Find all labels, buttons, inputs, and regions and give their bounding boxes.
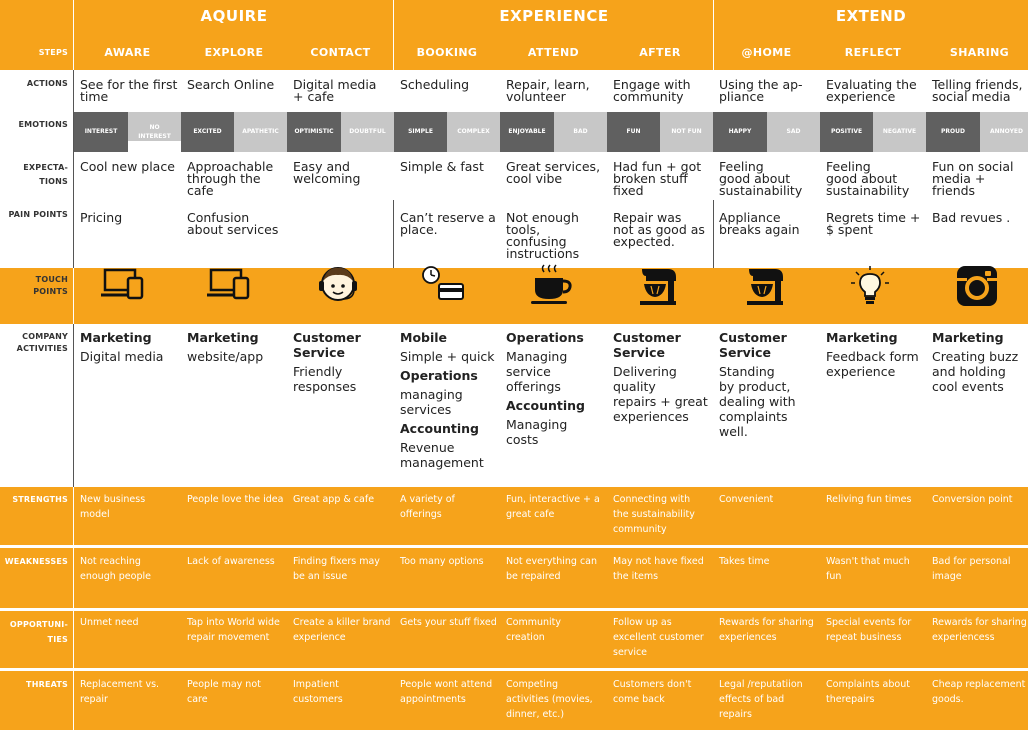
emotion-negative: APATHETIC xyxy=(234,112,287,152)
separator xyxy=(0,608,1028,611)
opportunity-cell: Community creation xyxy=(506,617,561,643)
action-cell: Digital media + cafe xyxy=(293,77,377,104)
pain-point-cell: Pricing xyxy=(80,210,123,225)
activity-detail: Managing service offerings xyxy=(506,349,568,394)
stage-header: CONTACT xyxy=(310,46,371,59)
strength-cell: People love the idea xyxy=(187,494,284,505)
weakness-cell: Too many options xyxy=(400,556,484,567)
expectation-cell: Cool new place xyxy=(80,159,175,174)
threat-cell: People wont attend appointments xyxy=(400,679,493,705)
opportunity-cell: Rewards for sharing experiencess xyxy=(932,617,1027,643)
activity-detail: Friendly responses xyxy=(293,364,357,394)
weakness-cell: Lack of awareness xyxy=(187,556,275,567)
threat-cell: Replacement vs. repair xyxy=(80,679,160,705)
strength-cell: Conversion point xyxy=(932,494,1013,505)
activity-detail: Delivering quality repairs + great experiences xyxy=(613,364,708,424)
weakness-cell: Not everything can be repaired xyxy=(506,556,598,582)
activity-heading: Marketing xyxy=(932,330,1004,345)
threat-cell: People may not care xyxy=(187,679,261,705)
emotion-positive: EXCITED xyxy=(181,112,234,152)
opportunity-cell: Unmet need xyxy=(80,617,139,628)
stage-header: EXPLORE xyxy=(204,46,264,59)
emotion-positive: OPTIMISTIC xyxy=(287,112,341,152)
emotion-negative: NOT FUN xyxy=(660,112,713,152)
emotion-positive: SIMPLE xyxy=(394,112,447,152)
emotion-positive: HAPPY xyxy=(713,112,767,152)
pain-point-cell: Confusion about services xyxy=(187,210,279,237)
company-activities-cell xyxy=(506,330,605,447)
emotion-positive: FUN xyxy=(607,112,660,152)
phase-divider xyxy=(713,200,714,268)
threat-cell: Cheap replacement goods. xyxy=(932,679,1026,705)
company-activities-cell xyxy=(293,330,392,394)
row-label-opportunities: OPPORTUNI- TIES xyxy=(9,620,68,644)
threat-cell: Customers don't come back xyxy=(613,679,692,705)
activity-heading: Operations xyxy=(506,330,584,345)
row-label-strengths: STRENGTHS xyxy=(12,495,68,504)
stage-header: REFLECT xyxy=(844,46,902,59)
expectation-cell: Great services, cool vibe xyxy=(506,159,601,186)
activity-detail: Standing by product, dealing with complaints well. xyxy=(719,364,796,439)
expectation-cell: Easy and welcoming xyxy=(293,159,361,186)
activity-heading: Marketing xyxy=(187,330,259,345)
company-activities-cell xyxy=(719,330,818,439)
stage-header: AFTER xyxy=(639,46,681,59)
activity-heading: Customer Service xyxy=(613,330,681,360)
emotion-positive: PROUD xyxy=(926,112,980,152)
column-divider xyxy=(73,324,74,487)
devices-icon xyxy=(100,264,150,312)
action-cell: Search Online xyxy=(187,77,275,92)
action-cell: Scheduling xyxy=(400,77,470,92)
stage-header: ATTEND xyxy=(527,46,580,59)
stage-header: BOOKING xyxy=(416,46,478,59)
instagram-icon xyxy=(952,264,1002,312)
opportunity-cell: Create a killer brand experience xyxy=(293,617,391,643)
headset-agent-icon xyxy=(313,264,363,312)
weakness-cell: Wasn't that much fun xyxy=(826,556,910,582)
emotion-negative: DOUBTFUL xyxy=(341,112,394,152)
strength-cell: Connecting with the sustainability community xyxy=(613,494,695,535)
weakness-cell: Bad for personal image xyxy=(932,556,1011,582)
strength-cell: Great app & cafe xyxy=(293,494,375,505)
opportunity-cell: Special events for repeat business xyxy=(826,617,912,643)
row-label-actions: ACTIONS xyxy=(26,79,68,88)
opportunity-cell: Rewards for sharing experiences xyxy=(719,617,814,643)
separator xyxy=(0,668,1028,671)
activity-heading: Marketing xyxy=(826,330,898,345)
stage-header: @HOME xyxy=(741,46,792,59)
row-label-steps: STEPS xyxy=(38,48,68,57)
column-divider xyxy=(73,70,74,268)
emotion-negative: ANNOYED xyxy=(980,112,1028,152)
action-cell: Telling friends, social media xyxy=(932,77,1023,104)
activity-detail: Revenue management xyxy=(400,440,484,470)
pain-point-cell: Appliance breaks again xyxy=(719,210,800,237)
activity-detail: website/app xyxy=(187,349,264,364)
row-label-company-activities: COMPANY ACTIVITIES xyxy=(16,332,68,353)
row-label-threats: THREATS xyxy=(26,680,68,689)
expectation-cell: Had fun + got broken stuff fixed xyxy=(613,159,702,198)
action-cell: Evaluating the experience xyxy=(826,77,917,104)
activity-detail: Digital media xyxy=(80,349,164,364)
stage-header: AWARE xyxy=(104,46,151,59)
pain-point-cell: Can’t reserve a place. xyxy=(400,210,496,237)
company-activities-cell xyxy=(187,330,285,364)
clock-card-icon xyxy=(419,264,469,312)
strength-cell: Convenient xyxy=(719,494,774,505)
opportunity-cell: Tap into World wide repair movement xyxy=(187,617,280,643)
expectation-cell: Simple & fast xyxy=(400,159,484,174)
threat-cell: Legal /reputatiion effects of bad repairs xyxy=(719,679,803,720)
row-label-pain-points: PAIN POINTS xyxy=(8,210,68,219)
stage-header: SHARING xyxy=(949,46,1010,59)
emotion-positive: POSITIVE xyxy=(820,112,873,152)
weakness-cell: Not reaching enough people xyxy=(80,556,151,582)
opportunity-cell: Gets your stuff fixed xyxy=(400,617,497,628)
activity-heading: Customer Service xyxy=(293,330,361,360)
company-activities-cell xyxy=(80,330,179,364)
weakness-cell: May not have fixed the items xyxy=(613,556,704,582)
activity-heading: Marketing xyxy=(80,330,152,345)
row-label-weaknesses: WEAKNESSES xyxy=(4,557,68,566)
activity-heading: Customer Service xyxy=(719,330,787,360)
weakness-cell: Finding fixers may be an issue xyxy=(293,556,380,582)
strength-cell: Reliving fun times xyxy=(826,494,912,505)
phase-divider xyxy=(393,200,394,268)
pain-point-cell: Regrets time + $ spent xyxy=(826,210,921,237)
row-label-emotions: EMOTIONS xyxy=(18,120,68,129)
weakness-cell: Takes time xyxy=(719,556,770,567)
activity-detail: Managing costs xyxy=(506,417,568,447)
strength-cell: A variety of offerings xyxy=(400,494,455,520)
company-activities-cell xyxy=(613,330,711,424)
phase-experience: EXPERIENCE xyxy=(499,7,609,25)
opportunity-cell: Follow up as excellent customer service xyxy=(613,617,704,658)
expectation-cell: Feeling good about sustainability xyxy=(826,159,910,198)
separator xyxy=(0,545,1028,548)
coffee-cup-icon xyxy=(526,264,576,312)
activity-detail: Creating buzz and holding cool events xyxy=(932,349,1019,394)
expectation-cell: Approachable through the cafe xyxy=(187,159,274,198)
expectation-cell: Feeling good about sustainability xyxy=(719,159,803,198)
row-label-expectations: EXPECTA- TIONS xyxy=(23,163,68,186)
emotion-positive: ENJOYABLE xyxy=(500,112,554,152)
expectation-cell: Fun on social media + friends xyxy=(932,159,1014,198)
devices-icon xyxy=(206,264,256,312)
company-activities-cell xyxy=(826,330,924,379)
stand-mixer-icon xyxy=(632,264,682,312)
strength-cell: New business model xyxy=(80,494,146,520)
stand-mixer-icon xyxy=(739,264,789,312)
activity-heading: Accounting xyxy=(400,421,479,436)
emotion-negative: BAD xyxy=(554,112,607,152)
activity-heading: Operations xyxy=(400,368,478,383)
phase-aquire: AQUIRE xyxy=(200,7,268,25)
action-cell: Engage with community xyxy=(613,77,691,104)
lightbulb-icon xyxy=(845,264,895,312)
action-cell: Using the ap- pliance xyxy=(719,77,803,104)
pain-point-cell: Repair was not as good as expected. xyxy=(613,210,705,249)
emotion-negative: NO INTEREST xyxy=(128,112,181,141)
phase-extend: EXTEND xyxy=(835,7,907,25)
emotion-positive: INTEREST xyxy=(74,112,128,152)
row-label-touch-points: TOUCH POINTS xyxy=(33,275,68,296)
company-activities-cell xyxy=(400,330,498,470)
activity-heading: Accounting xyxy=(506,398,585,413)
activity-heading: Mobile xyxy=(400,330,448,345)
emotion-negative: NEGATIVE xyxy=(873,112,926,152)
emotion-negative: SAD xyxy=(767,112,820,152)
pain-point-cell: Not enough tools, confusing instructions xyxy=(506,210,580,261)
activity-detail: Simple + quick xyxy=(400,349,495,364)
pain-point-cell: Bad revues . xyxy=(932,210,1011,225)
threat-cell: Complaints about therepairs xyxy=(826,679,910,705)
action-cell: See for the first time xyxy=(80,77,178,104)
action-cell: Repair, learn, volunteer xyxy=(506,77,590,104)
company-activities-cell xyxy=(932,330,1028,394)
activity-detail: Feedback form experience xyxy=(826,349,919,379)
emotion-negative: COMPLEX xyxy=(447,112,500,152)
activity-detail: managing services xyxy=(400,387,463,417)
threat-cell: Competing activities (movies, dinner, etc.) xyxy=(506,679,593,720)
strength-cell: Fun, interactive + a great cafe xyxy=(506,494,600,520)
threat-cell: Impatient customers xyxy=(293,679,343,705)
